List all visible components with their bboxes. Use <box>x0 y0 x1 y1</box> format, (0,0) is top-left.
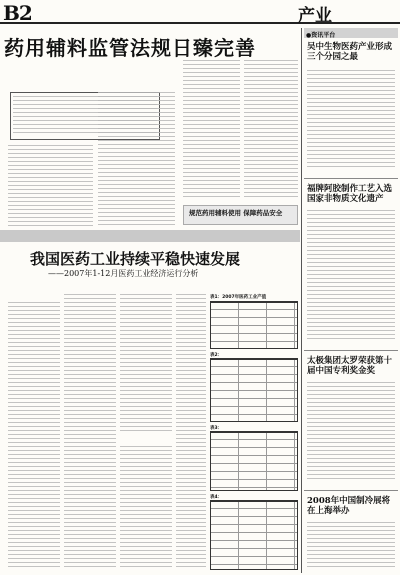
sidebar-story-2-title: 福牌阿胶制作工艺入选国家非物质文化遗产 <box>307 184 393 205</box>
section-title: 产业 <box>298 6 332 26</box>
table-3-title: 表3： <box>210 426 223 431</box>
table-1-title: 表1：2007年医药工业产值 <box>210 295 267 300</box>
banner-slogan: 规范药用辅料使用 保障药品安全 <box>189 209 283 217</box>
page-code: B2 <box>3 1 32 25</box>
sidebar-story-4-title: 2008年中国制冷展将在上海举办 <box>307 496 391 517</box>
sidebar-divider <box>304 350 398 351</box>
second-subhead: ——2007年1-12月医药工业经济运行分析 <box>48 269 199 278</box>
second-body-col-3b <box>120 446 172 570</box>
table-1 <box>210 301 298 349</box>
sidebar-divider <box>304 490 398 491</box>
sidebar-story-4-text <box>307 522 395 570</box>
promo-banner <box>183 205 298 225</box>
article-body-col-1 <box>8 145 93 227</box>
table-3 <box>210 431 298 491</box>
second-headline: 我国医药工业持续平稳快速发展 <box>30 250 241 268</box>
sidebar-heading: ●资讯平台 <box>306 32 336 39</box>
sidebar-story-1-text <box>307 70 395 170</box>
section-divider-bar <box>0 230 300 242</box>
sidebar-story-2-text <box>307 210 395 340</box>
second-body-col-4 <box>176 294 206 570</box>
second-body-col-1 <box>8 302 60 570</box>
sidebar-divider <box>304 178 398 179</box>
table-2-title: 表2： <box>210 353 223 358</box>
sidebar-story-3-text <box>307 382 395 482</box>
table-4-title: 表4： <box>210 495 223 500</box>
article-body-col-2 <box>98 92 175 227</box>
second-body-col-2 <box>64 294 116 570</box>
article-body-col-3 <box>183 60 240 200</box>
column-rule <box>301 28 302 573</box>
table-2 <box>210 358 298 422</box>
masthead <box>0 0 400 24</box>
second-body-col-3 <box>120 294 172 434</box>
main-headline: 药用辅料监管法规日臻完善 <box>4 36 256 60</box>
sidebar-story-1-title: 吴中生物医药产业形成三个分园之最 <box>307 42 393 63</box>
table-4 <box>210 500 298 570</box>
sidebar-story-3-title: 太极集团太罗荣获第十届中国专利奖金奖 <box>307 356 393 377</box>
article-body-col-4 <box>244 60 298 200</box>
